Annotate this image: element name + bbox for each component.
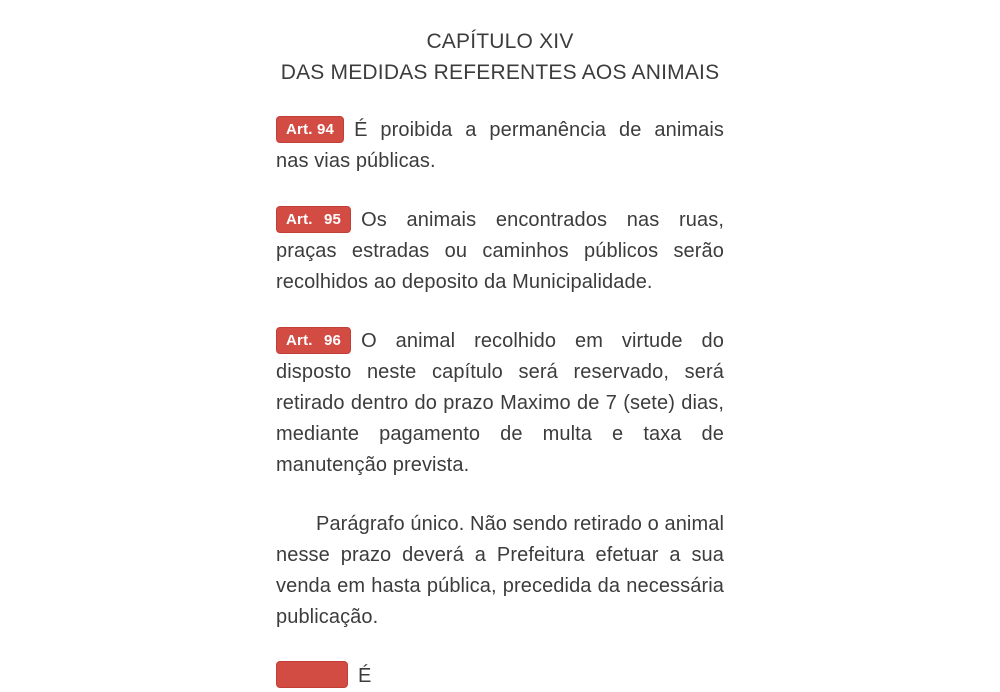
paragrafo-unico-text: Parágrafo único. Não sendo retirado o animal nesse prazo deverá a Prefeitura efetuar a sua venda em hasta pública, precedida da necessária publicação. bbox=[276, 513, 724, 628]
chapter-number-heading: CAPÍTULO XIV bbox=[426, 30, 574, 53]
paragrafo-unico bbox=[276, 509, 724, 633]
chapter-body bbox=[276, 115, 724, 692]
article-next-badge bbox=[276, 661, 348, 688]
article-96-badge: Art. 96 bbox=[276, 327, 351, 354]
article-95 bbox=[276, 205, 724, 298]
article-next-text: É bbox=[358, 665, 372, 687]
article-94 bbox=[276, 115, 724, 177]
article-95-text: Os animais encontrados nas ruas, praças estradas ou caminhos públicos serão recolhidos ao deposito da Municipalidade. bbox=[276, 209, 724, 293]
article-96-text: O animal recolhido em virtude do disposto neste capítulo será reservado, será retirado dentro do prazo Maximo de 7 (sete) dias, mediante pagamento de multa e taxa de manutenção prevista. bbox=[276, 330, 724, 476]
chapter-subject-heading: DAS MEDIDAS REFERENTES AOS ANIMAIS bbox=[280, 61, 720, 84]
article-95-badge: Art. 95 bbox=[276, 206, 351, 233]
article-next-partial bbox=[276, 661, 724, 692]
article-94-badge: Art. 94 bbox=[276, 116, 344, 143]
article-96 bbox=[276, 326, 724, 481]
chapter-title bbox=[0, 0, 1000, 88]
article-94-text: É proibida a permanência de animais nas vias públicas. bbox=[276, 119, 724, 172]
